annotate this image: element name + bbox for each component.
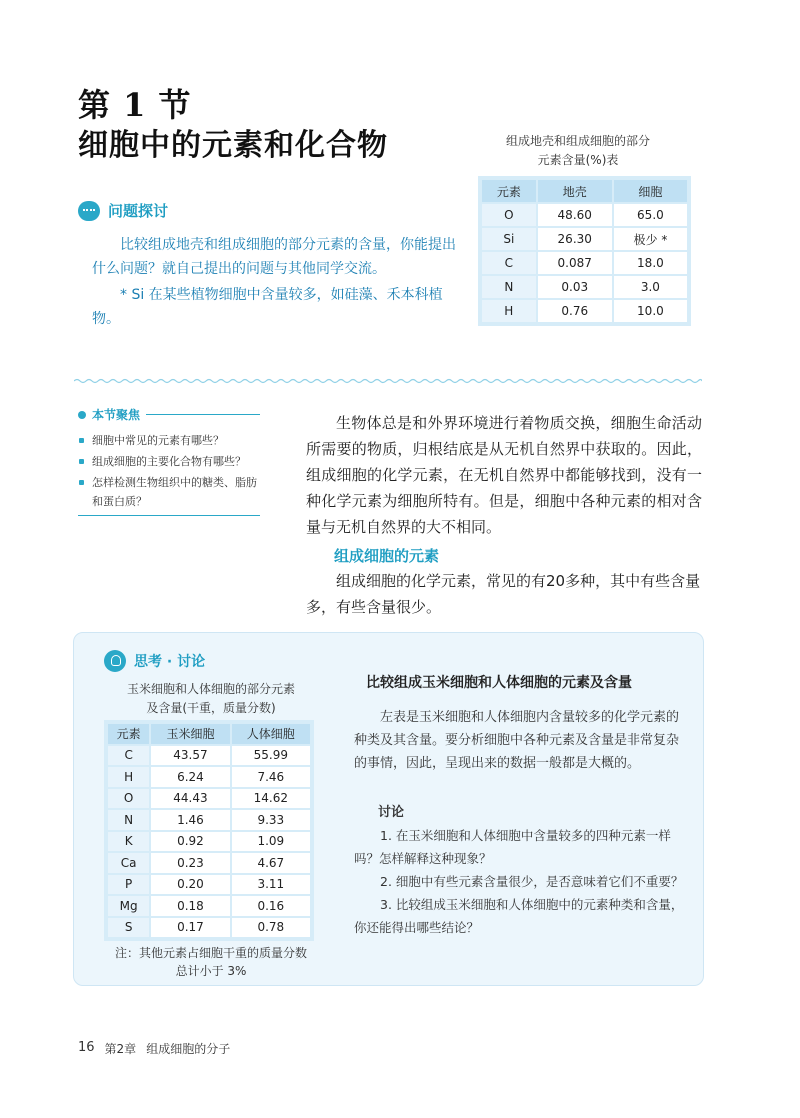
table-row xyxy=(107,766,311,788)
table2 xyxy=(104,720,314,941)
table-row xyxy=(107,745,311,767)
table-cell: 0.78 xyxy=(231,917,311,939)
table2-note-line: 总计小于 3% xyxy=(175,964,247,978)
focus-label: 本节聚焦 xyxy=(92,408,141,422)
table-row xyxy=(481,275,688,299)
focus-rule xyxy=(146,414,260,415)
table-cell: 18.0 xyxy=(613,251,688,275)
table-cell: 1.09 xyxy=(231,831,311,853)
table-cell: S xyxy=(107,917,150,939)
table-row xyxy=(107,874,311,896)
table-cell: 1.46 xyxy=(150,809,230,831)
table-cell: 6.24 xyxy=(150,766,230,788)
table-row xyxy=(107,852,311,874)
table-cell: 14.62 xyxy=(231,788,311,810)
table-cell: H xyxy=(107,766,150,788)
table-cell: Mg xyxy=(107,895,150,917)
question-text xyxy=(92,233,462,331)
table-cell: 0.16 xyxy=(231,895,311,917)
table2-note-line: 注：其他元素占细胞干重的质量分数 xyxy=(114,946,307,960)
table-cell: N xyxy=(107,809,150,831)
table2-header: 人体细胞 xyxy=(231,723,311,745)
table-cell: 48.60 xyxy=(537,203,613,227)
question-header xyxy=(78,200,168,221)
table2-header-row xyxy=(107,723,311,745)
discussion-header xyxy=(104,650,205,672)
table-cell: 0.087 xyxy=(537,251,613,275)
table-cell: 55.99 xyxy=(231,745,311,767)
table-cell: 3.0 xyxy=(613,275,688,299)
section-heading: 组成细胞的元素 xyxy=(334,547,440,565)
focus-list xyxy=(78,431,260,511)
table-row xyxy=(107,895,311,917)
page-footer xyxy=(78,1040,230,1057)
table-cell: 0.23 xyxy=(150,852,230,874)
focus-bullet-icon xyxy=(78,411,86,419)
table-row xyxy=(481,251,688,275)
page-number: 16 xyxy=(78,1040,95,1055)
table-cell: 7.46 xyxy=(231,766,311,788)
lightbulb-icon xyxy=(104,650,126,672)
table-cell: 65.0 xyxy=(613,203,688,227)
table2-header: 元素 xyxy=(107,723,150,745)
table2-caption-line: 及含量(干重，质量分数) xyxy=(146,701,276,715)
table-row xyxy=(107,917,311,939)
table2-header: 玉米细胞 xyxy=(150,723,230,745)
table2-caption xyxy=(106,680,316,718)
discussion-title: 比较组成玉米细胞和人体细胞的元素及含量 xyxy=(366,675,632,691)
table1-header: 细胞 xyxy=(613,179,688,203)
table2-note xyxy=(100,944,322,980)
discussion-label: 思考 · 讨论 xyxy=(134,654,206,670)
question-footnote: * Si 在某些植物细胞中含量较多，如硅藻、禾本科植物。 xyxy=(92,287,443,327)
table-row xyxy=(481,203,688,227)
table-cell: P xyxy=(107,874,150,896)
main-text xyxy=(306,410,702,540)
table-cell: 3.11 xyxy=(231,874,311,896)
table-cell: 0.76 xyxy=(537,299,613,323)
table-cell: 44.43 xyxy=(150,788,230,810)
table1-header: 元素 xyxy=(481,179,537,203)
list-item: 1. 在玉米细胞和人体细胞中含量较多的四种元素一样吗？怎样解释这种现象？ xyxy=(354,828,671,866)
chapter-number: 第2章 xyxy=(104,1042,137,1056)
table-cell: 0.03 xyxy=(537,275,613,299)
section-focus xyxy=(78,406,260,516)
table-cell: N xyxy=(481,275,537,299)
page-title: 细胞中的元素和化合物 xyxy=(78,128,388,163)
table-cell: Ca xyxy=(107,852,150,874)
section-number: 第 1 节 xyxy=(78,86,192,124)
list-item: 3. 比较组成玉米细胞和人体细胞中的元素种类和含量，你还能得出哪些结论？ xyxy=(354,897,684,935)
question-label: 问题探讨 xyxy=(108,202,169,220)
table-cell: C xyxy=(481,251,537,275)
discussion-questions xyxy=(354,824,684,939)
table-cell: O xyxy=(107,788,150,810)
table-cell: O xyxy=(481,203,537,227)
focus-header xyxy=(78,406,260,423)
table-cell: 26.30 xyxy=(537,227,613,251)
table1-caption-line: 组成地壳和组成细胞的部分 xyxy=(505,134,650,148)
table1 xyxy=(478,176,691,326)
table-cell: H xyxy=(481,299,537,323)
table-cell: K xyxy=(107,831,150,853)
list-item: 组成细胞的主要化合物有哪些？ xyxy=(78,452,260,471)
table-row xyxy=(107,788,311,810)
main-paragraph: 生物体总是和外界环境进行着物质交换，细胞生命活动所需要的物质，归根结底是从无机自然界中获取的。因此，组成细胞的化学元素，在无机自然界中都能够找到，没有一种化学元素为细胞所特有。但是，细胞中各种元素的相对含量与无机自然界的大不相同。 xyxy=(306,414,702,536)
table-cell: 极少 * xyxy=(613,227,688,251)
table-row xyxy=(107,831,311,853)
list-item: 2. 细胞中有些元素含量很少，是否意味着它们不重要？ xyxy=(380,874,684,889)
table-cell: 10.0 xyxy=(613,299,688,323)
table1-header-row xyxy=(481,179,688,203)
table-cell: 0.18 xyxy=(150,895,230,917)
table-cell: 43.57 xyxy=(150,745,230,767)
table-row xyxy=(481,299,688,323)
table-cell: 9.33 xyxy=(231,809,311,831)
list-item: 怎样检测生物组织中的糖类、脂肪和蛋白质？ xyxy=(78,473,260,511)
table1-caption xyxy=(478,132,678,170)
table1-header: 地壳 xyxy=(537,179,613,203)
table-cell: Si xyxy=(481,227,537,251)
table-cell: 0.92 xyxy=(150,831,230,853)
main-text-2 xyxy=(306,568,702,620)
table-cell: 4.67 xyxy=(231,852,311,874)
focus-bottom-rule xyxy=(78,515,260,516)
table-cell: 0.20 xyxy=(150,874,230,896)
table-row xyxy=(481,227,688,251)
table-cell: C xyxy=(107,745,150,767)
discuss-label: 讨论 xyxy=(378,805,405,820)
chat-bubble-icon xyxy=(78,201,100,221)
table-row xyxy=(107,809,311,831)
discussion-intro xyxy=(354,706,684,775)
question-paragraph: 比较组成地壳和组成细胞的部分元素的含量，你能提出什么问题？就自己提出的问题与其他同学交流。 xyxy=(92,237,456,277)
table1-caption-line: 元素含量(%)表 xyxy=(537,153,619,167)
chapter-title: 组成细胞的分子 xyxy=(146,1042,231,1056)
discussion-paragraph: 左表是玉米细胞和人体细胞内含量较多的化学元素的种类及其含量。要分析细胞中各种元素及含量是非常复杂的事情，因此，呈现出来的数据一般都是大概的。 xyxy=(354,710,680,771)
main-paragraph: 组成细胞的化学元素，常见的有20多种，其中有些含量多，有些含量很少。 xyxy=(306,572,701,616)
table2-caption-line: 玉米细胞和人体细胞的部分元素 xyxy=(126,682,295,696)
table-cell: 0.17 xyxy=(150,917,230,939)
wavy-divider xyxy=(74,378,702,384)
list-item: 细胞中常见的元素有哪些？ xyxy=(78,431,260,450)
